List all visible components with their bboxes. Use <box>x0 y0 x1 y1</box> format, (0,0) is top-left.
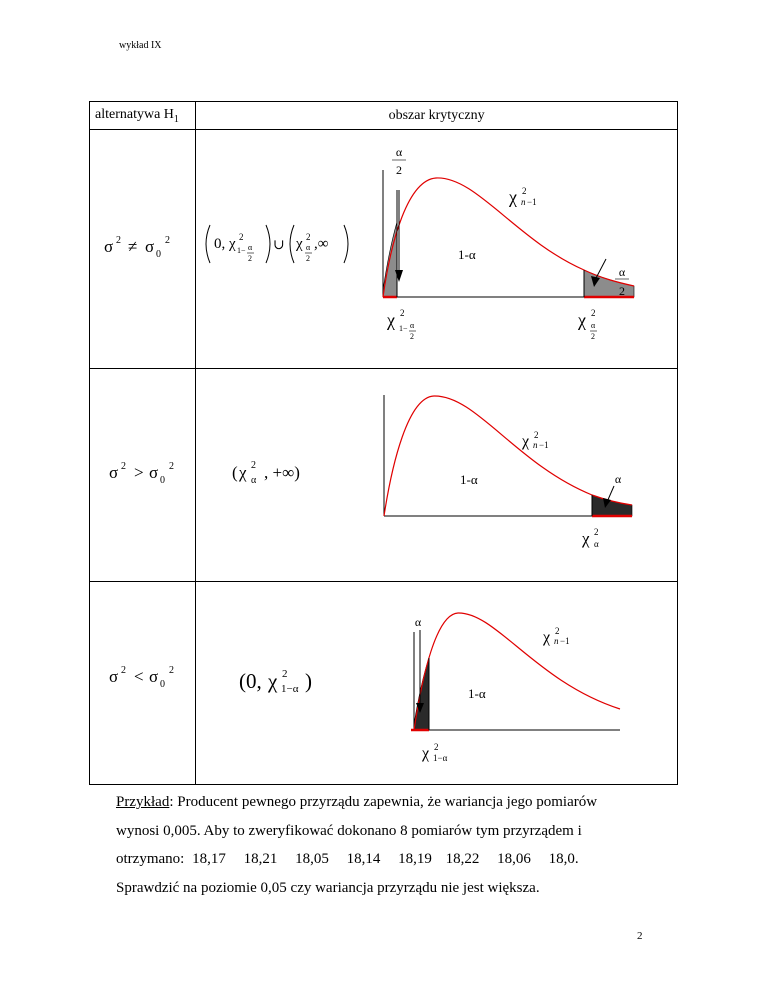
sup: 2 <box>591 308 596 318</box>
right-tail-shade <box>592 495 632 516</box>
measurement: 18,19 <box>398 851 432 867</box>
center-label: 1-α <box>460 472 478 487</box>
chi-label: χ <box>509 187 518 207</box>
hypothesis-two-sided <box>90 130 196 363</box>
relation: < <box>134 667 144 686</box>
sub: 0 <box>160 679 165 690</box>
table-row <box>90 130 678 369</box>
sup: 2 <box>522 186 527 196</box>
n-label: n <box>521 197 526 207</box>
sup: 2 <box>251 460 257 471</box>
union: ∪ <box>273 238 285 253</box>
alpha-label: α <box>415 615 422 629</box>
sigma: σ <box>109 667 119 686</box>
example-line-3 <box>116 845 676 874</box>
sigma: σ <box>149 463 159 482</box>
sigma: σ <box>109 463 119 482</box>
sigma: σ <box>145 237 155 256</box>
density-curve <box>414 613 620 730</box>
two: 2 <box>410 332 415 341</box>
alpha-label: α <box>619 265 626 279</box>
region-formula <box>206 225 348 263</box>
table-header-row <box>90 102 678 130</box>
exp: 2 <box>165 235 170 246</box>
col-header-alternative-sub: 1 <box>173 113 179 125</box>
region-formula <box>232 460 300 486</box>
chi-square-plot-greater <box>384 395 632 549</box>
zero: 0, <box>214 236 226 252</box>
sup: 2 <box>534 430 539 440</box>
region-formula <box>239 668 312 695</box>
sup: 2 <box>282 668 288 680</box>
region-greater <box>196 369 677 576</box>
exp: 2 <box>169 461 174 472</box>
hypothesis-cell <box>90 130 196 369</box>
example-paragraph <box>116 788 676 902</box>
sup: 2 <box>306 232 311 242</box>
hypothesis-greater <box>90 369 196 576</box>
alpha: α <box>306 243 311 252</box>
two-label: 2 <box>396 163 403 177</box>
two: 2 <box>591 332 596 341</box>
sub: α <box>594 539 599 549</box>
two-label: 2 <box>619 284 626 298</box>
chi-square-plot-less <box>411 613 620 763</box>
region-cell <box>196 582 678 785</box>
sup: 2 <box>555 626 560 636</box>
region-cell <box>196 369 678 582</box>
sigma: σ <box>149 667 159 686</box>
sub: 1−α <box>281 683 299 695</box>
critical-region-table <box>89 101 678 785</box>
minus-one: −1 <box>560 636 570 646</box>
open: (0, <box>239 669 262 693</box>
sub-lo: 1− <box>399 324 408 333</box>
close: ) <box>305 669 313 693</box>
alpha-label: α <box>615 472 622 486</box>
hypothesis-cell <box>90 369 196 582</box>
sigma: σ <box>104 237 114 256</box>
chi: χ <box>296 236 303 252</box>
measurement: 18,06 <box>497 851 531 867</box>
sup: 2 <box>239 232 244 242</box>
n-label: n <box>533 440 538 450</box>
sup: 2 <box>434 742 439 752</box>
chi-label: χ <box>578 310 587 330</box>
center-label: 1-α <box>468 686 486 701</box>
table-row <box>90 582 678 785</box>
example-label: Przykład <box>116 794 170 810</box>
alpha: α <box>248 243 253 252</box>
hypothesis-less <box>90 582 196 779</box>
open: ( <box>232 463 238 482</box>
measurement: 18,14 <box>346 851 381 867</box>
chi-label: χ <box>543 629 551 646</box>
lecture-header: wykład IX <box>119 40 162 51</box>
measurement: 18,22 <box>445 851 480 867</box>
sub: 1−α <box>433 753 448 763</box>
chi-square-plot-two-sided <box>383 145 634 341</box>
page-number: 2 <box>637 930 643 942</box>
chi-label: χ <box>582 529 590 548</box>
rest: , +∞) <box>264 463 301 482</box>
infinity: ,∞ <box>314 236 329 252</box>
region-less <box>196 582 677 779</box>
sub: 0 <box>156 249 161 260</box>
sup: 2 <box>400 308 405 318</box>
chi-label: χ <box>387 310 396 330</box>
exp: 2 <box>116 235 121 246</box>
sup: 2 <box>594 527 599 537</box>
measurement: 18,0. <box>548 851 579 867</box>
sub: α <box>251 475 257 486</box>
measurement: 18,17 <box>192 851 226 867</box>
n-label: n <box>554 636 559 646</box>
chi-label: χ <box>422 745 430 762</box>
measurements-prefix: otrzymano: <box>116 851 185 867</box>
alpha-label: α <box>396 145 403 159</box>
example-line-2: wynosi 0,005. Aby to zweryfikować dokonano 8 pomiarów tym przyrządem i <box>116 822 582 839</box>
alpha: α <box>591 321 596 330</box>
two: 2 <box>306 254 311 263</box>
minus-one: −1 <box>539 440 549 450</box>
right-tail-shade <box>584 270 634 297</box>
chi-label: χ <box>522 433 530 450</box>
relation: > <box>134 463 144 482</box>
col-header-critical-region: obszar krytyczny <box>196 102 678 130</box>
exp: 2 <box>121 665 126 676</box>
chi: χ <box>239 463 247 482</box>
sub-lo: 1− <box>237 246 246 255</box>
sub: 0 <box>160 475 165 486</box>
minus-one: −1 <box>527 197 537 207</box>
region-two-sided <box>196 130 677 363</box>
table-row <box>90 369 678 582</box>
center-label: 1-α <box>458 247 476 262</box>
col-header-alternative <box>90 102 196 130</box>
exp: 2 <box>169 665 174 676</box>
exp: 2 <box>121 461 126 472</box>
chi: χ <box>229 236 236 252</box>
example-text: : Producent pewnego przyrządu zapewnia, że wariancja jego pomiarów <box>169 794 598 810</box>
alpha: α <box>410 321 415 330</box>
measurement: 18,21 <box>243 851 278 867</box>
example-line-4: Sprawdzić na poziomie 0,05 czy wariancja przyrządu nie jest większa. <box>116 879 540 896</box>
example-line-1 <box>116 788 676 817</box>
region-cell <box>196 130 678 369</box>
chi: χ <box>268 669 278 693</box>
relation: ≠ <box>128 237 138 256</box>
measurement: 18,05 <box>295 851 329 867</box>
hypothesis-cell <box>90 582 196 785</box>
col-header-alternative-text: alternatywa H <box>95 106 174 122</box>
two: 2 <box>248 254 253 263</box>
